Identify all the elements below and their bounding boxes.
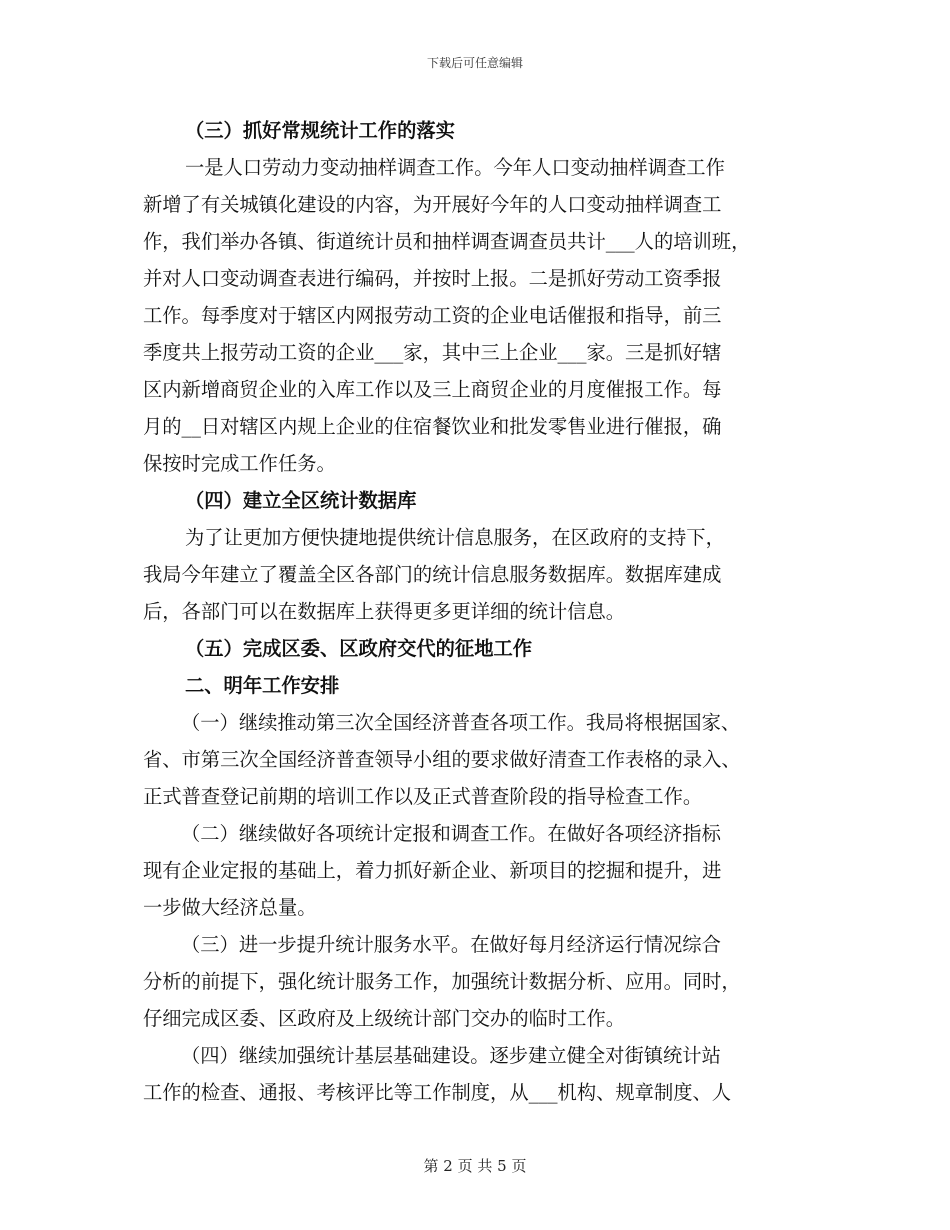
paragraph-line: 为了让更加方便快捷地提供统计信息服务，在区政府的支持下， (185, 526, 725, 549)
paragraph-line: 保按时完成工作任务。 (143, 452, 336, 475)
section-heading: （四）建立全区统计数据库 (185, 489, 417, 512)
section-heading: （三）抓好常规统计工作的落实 (185, 119, 455, 142)
page-number: 第 2 页 共 5 页 (423, 1157, 527, 1175)
paragraph-line: （三）进一步提升统计服务水平。在做好每月经济运行情况综合 (181, 933, 721, 956)
page-header: 下载后可任意编辑 (426, 56, 523, 70)
document-body (143, 112, 808, 1111)
paragraph-line: 仔细完成区委、区政府及上级统计部门交办的临时工作。 (143, 1007, 626, 1030)
paragraph-line: 工作。每季度对于辖区内网报劳动工资的企业电话催报和指导，前三 (143, 304, 722, 327)
paragraph-line: 后，各部门可以在数据库上获得更多更详细的统计信息。 (143, 600, 626, 623)
paragraph-line: 我局今年建立了覆盖全区各部门的统计信息服务数据库。数据库建成 (143, 563, 722, 586)
paragraph-line: 新增了有关城镇化建设的内容，为开展好今年的人口变动抽样调查工 (143, 193, 722, 216)
paragraph-line: 月的__日对辖区内规上企业的住宿餐饮业和批发零售业进行催报，确 (143, 415, 722, 438)
section-heading: （五）完成区委、区政府交代的征地工作 (185, 637, 533, 660)
paragraph-line: 省、市第三次全国经济普查领导小组的要求做好清查工作表格的录入、 (143, 748, 741, 771)
paragraph-line: 作，我们举办各镇、街道统计员和抽样调查调查员共计___人的培训班， (143, 230, 751, 253)
paragraph-line: 工作的检查、通报、考核评比等工作制度，从___机构、规章制度、人 (143, 1081, 732, 1104)
paragraph-line: （四）继续加强统计基层基础建设。逐步建立健全对街镇统计站 (181, 1044, 721, 1067)
paragraph-line: 分析的前提下，强化统计服务工作，加强统计数据分析、应用。同时， (143, 970, 741, 993)
paragraph-line: 正式普查登记前期的培训工作以及正式普查阶段的指导检查工作。 (143, 785, 703, 808)
paragraph-line: 并对人口变动调查表进行编码，并按时上报。二是抓好劳动工资季报 (143, 267, 722, 290)
paragraph-line: 一步做大经济总量。 (143, 896, 317, 919)
paragraph-line: 一是人口劳动力变动抽样调查工作。今年人口变动抽样调查工作 (185, 156, 725, 179)
paragraph-line: 区内新增商贸企业的入库工作以及三上商贸企业的月度催报工作。每 (143, 378, 722, 401)
paragraph-line: （二）继续做好各项统计定报和调查工作。在做好各项经济指标 (181, 822, 721, 845)
paragraph-line: 现有企业定报的基础上，着力抓好新企业、新项目的挖掘和提升，进 (143, 859, 722, 882)
paragraph-line: 季度共上报劳动工资的企业___家，其中三上企业___家。三是抓好辖 (143, 341, 722, 364)
section-heading: 二、明年工作安排 (185, 674, 340, 697)
paragraph-line: （一）继续推动第三次全国经济普查各项工作。我局将根据国家、 (181, 711, 741, 734)
